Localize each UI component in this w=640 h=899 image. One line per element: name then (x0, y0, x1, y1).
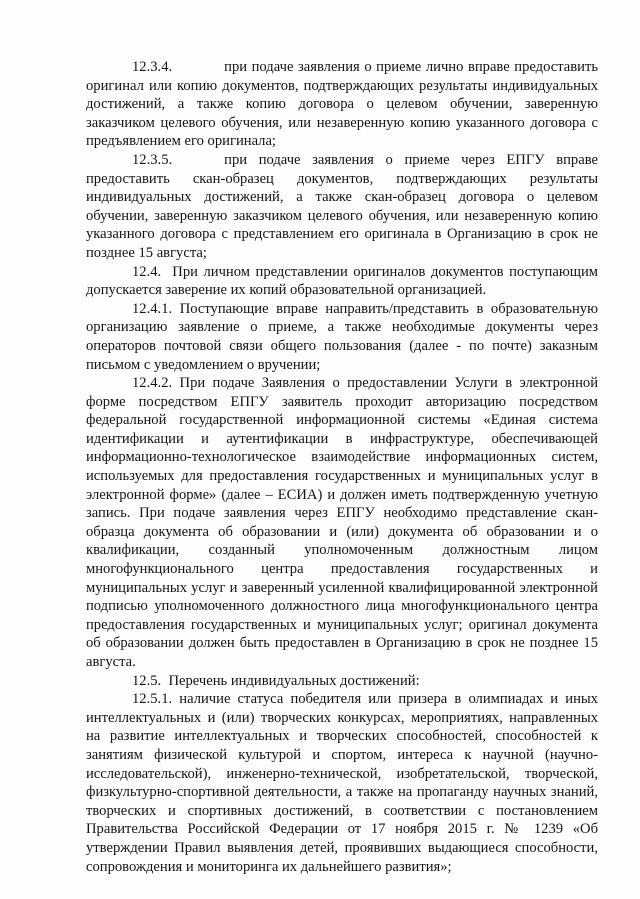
paragraph-12-4-2 (86, 374, 598, 672)
paragraph-text: при подаче заявления о приеме лично вправе предоставить оригинал или копию документов, подтверждающих результаты индивидуальных достижений, а также копию договора о целевом обучении, заверенную заказчиком целевого обучения, или незаверенную копию указанного договора с предъявлением его оригинала; (86, 59, 598, 150)
paragraph-number: 12.3.5. (132, 151, 173, 168)
paragraph-number: 12.4.1. (132, 300, 173, 317)
document-body (86, 58, 598, 876)
paragraph-number: 12.3.4. (132, 59, 173, 75)
paragraph-12-3-4 (86, 58, 598, 151)
paragraph-12-4-1 (86, 300, 598, 374)
paragraph-text: наличие статуса победителя или призера в олимпиадах и иных интеллектуальных и (или) творческих конкурсах, мероприятиях, направленных на развитие интеллектуальных и творческих способностей, способностей к занятиям физической культурой и спортом, интереса к научной (научно-исследовательской), инженерно-технической, изобретательской, творческой, физкультурно-спортивной деятельности, а также на пропаганду научных знаний, творческих и спортивных достижений, в соответствии с постановлением Правительства Российской Федерации от 17 ноября 2015 г. № 1239 «Об утверждении Правил выявления детей, проявивших выдающиеся способности, сопровождения и мониторинга их дальнейшего развития»; (86, 691, 598, 875)
paragraph-number: 12.5. (132, 672, 162, 689)
paragraph-text: При подаче Заявления о предоставлении Услуги в электронной форме посредством ЕПГУ заявитель проходит авторизацию посредством федеральной государственной информационной системы «Единая система идентификации и аутентификации в инфраструктуре, обеспечивающей информационно-технологическое взаимодействие информационных систем, используемых для предоставления государственных и муниципальных услуг в электронной форме» (далее – ЕСИА) и должен иметь подтвержденную учетную запись. При подаче заявления через ЕПГУ необходимо представление скан-образца документа об образовании и (или) документа об образовании и о квалификации, созданный уполномоченным должностным лицом многофункционального центра предоставления государственных и муниципальных услуг и заверенный усиленной квалифицированной электронной подписью уполномоченного должностного лица многофункционального центра предоставления государственных и муниципальных услуг; оригинал документа об образовании должен быть предоставлен в Организацию в срок не позднее 15 августа. (86, 375, 598, 670)
paragraph-12-5-1 (86, 690, 598, 876)
paragraph-number: 12.4.2. (132, 375, 173, 392)
paragraph-text: Перечень индивидуальных достижений: (168, 672, 420, 689)
paragraph-12-4 (86, 263, 598, 300)
paragraph-text: при подаче заявления о приеме через ЕПГУ вправе предоставить скан-образец документов, подтверждающих результаты индивидуальных достижений, а также скан-образец договора о целевом обучении, заверенную заказчиком целевого обучения, или незаверенную копию указанного договора с представлением его оригинала в Организацию в срок не позднее 15 августа; (86, 151, 598, 261)
paragraph-number: 12.5.1. (132, 691, 173, 708)
paragraph-number: 12.4. (132, 263, 162, 280)
paragraph-text: При личном представлении оригиналов документов поступающим допускается заверение их копий образовательной организацией. (86, 263, 598, 299)
paragraph-text: Поступающие вправе направить/представить в образовательную организацию заявление о приеме, а также необходимые документы через операторов почтовой связи общего пользования (далее - по почте) заказным письмом с уведомлением о вручении; (86, 300, 598, 373)
paragraph-12-3-5 (86, 151, 598, 263)
paragraph-12-5 (86, 672, 598, 691)
